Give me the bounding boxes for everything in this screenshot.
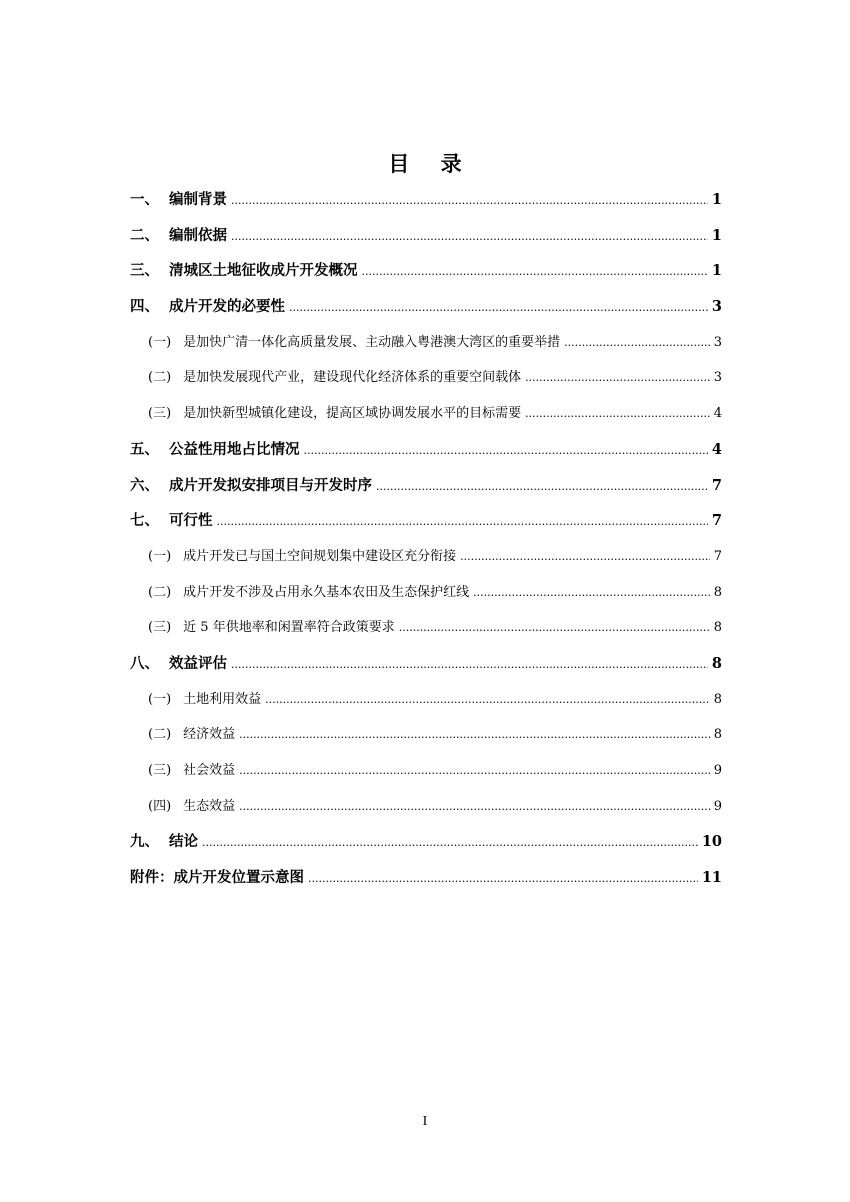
toc-dot-leader — [231, 219, 708, 255]
toc-dot-leader — [289, 290, 708, 326]
toc-entry-page: 9 — [713, 763, 722, 778]
toc-entry[interactable] — [130, 575, 722, 611]
toc-entry-page: 1 — [711, 226, 722, 244]
toc-entry-title: 公益性用地占比情况 — [169, 440, 300, 458]
toc-dot-leader — [239, 789, 710, 825]
toc-dot-leader — [362, 254, 708, 290]
toc-entry-number: (三) — [148, 406, 172, 422]
toc-entry-page: 7 — [711, 476, 722, 494]
toc-dot-leader — [460, 539, 710, 575]
toc-entry-number: (三) — [148, 620, 172, 636]
toc-entry[interactable] — [130, 646, 722, 682]
toc-entry-page: 9 — [713, 798, 722, 814]
toc-dot-leader — [231, 183, 708, 219]
toc-entry-page: 8 — [713, 584, 722, 600]
toc-entry-number: 九、 — [130, 833, 159, 851]
toc-entry-title: 结论 — [169, 833, 198, 851]
table-of-contents — [130, 182, 722, 896]
toc-entry-title: 生态效益 — [183, 798, 236, 814]
toc-entry-number: (一) — [148, 548, 172, 564]
toc-entry[interactable] — [130, 360, 722, 396]
toc-entry-page: 8 — [713, 620, 722, 636]
toc-dot-leader — [239, 753, 710, 789]
toc-entry-page: 3 — [713, 370, 722, 386]
toc-entry-title: 社会效益 — [183, 763, 236, 778]
toc-entry-page: 10 — [701, 833, 722, 851]
toc-entry-number: (一) — [148, 334, 172, 350]
toc-entry-title: 可行性 — [169, 512, 213, 530]
toc-entry-page: 8 — [711, 654, 722, 672]
toc-entry-number: (二) — [148, 370, 172, 386]
toc-entry-number: 五、 — [130, 440, 159, 458]
toc-dot-leader — [525, 360, 710, 396]
toc-entry-number: (二) — [148, 584, 172, 600]
toc-entry-number: (二) — [148, 727, 172, 743]
toc-entry[interactable] — [130, 182, 722, 218]
toc-entry-page: 7 — [711, 512, 722, 530]
toc-entry-title: 近 5 年供地率和闲置率符合政策要求 — [183, 620, 395, 636]
toc-entry[interactable] — [130, 789, 722, 825]
toc-entry-title: 土地利用效益 — [183, 691, 262, 707]
toc-entry[interactable] — [130, 860, 722, 896]
toc-entry-title: 成片开发拟安排项目与开发时序 — [169, 476, 372, 494]
toc-entry[interactable] — [130, 468, 722, 504]
toc-entry-page: 1 — [711, 191, 722, 208]
toc-entry-number: 七、 — [130, 512, 159, 530]
toc-entry-title: 效益评估 — [169, 654, 227, 672]
toc-entry-page: 7 — [713, 548, 722, 564]
toc-entry[interactable] — [130, 432, 722, 468]
toc-entry[interactable] — [130, 539, 722, 575]
toc-entry-title: 附件：成片开发位置示意图 — [130, 869, 304, 887]
toc-dot-leader — [304, 433, 708, 469]
toc-entry[interactable] — [130, 218, 722, 254]
toc-entry-page: 8 — [713, 727, 722, 743]
toc-entry[interactable] — [130, 682, 722, 718]
toc-entry-number: 六、 — [130, 476, 159, 494]
toc-entry-title: 成片开发已与国土空间规划集中建设区充分衔接 — [183, 548, 457, 564]
toc-entry-title: 成片开发不涉及占用永久基本农田及生态保护红线 — [183, 584, 470, 600]
toc-dot-leader — [265, 682, 710, 718]
toc-entry-number: 一、 — [130, 191, 159, 208]
toc-entry-page: 8 — [713, 691, 722, 707]
toc-entry[interactable] — [130, 753, 722, 789]
toc-entry[interactable] — [130, 717, 722, 753]
toc-entry-page: 4 — [713, 406, 722, 422]
toc-entry-page: 3 — [713, 334, 722, 350]
toc-dot-leader — [473, 575, 710, 611]
toc-title: 目 录 — [388, 151, 474, 176]
toc-entry-number: (一) — [148, 691, 172, 707]
toc-entry-number: 八、 — [130, 654, 159, 672]
toc-entry-number: 二、 — [130, 226, 159, 244]
toc-entry-page: 4 — [711, 440, 722, 458]
toc-dot-leader — [399, 610, 710, 646]
toc-entry-page: 11 — [701, 869, 722, 887]
toc-entry-title: 编制依据 — [169, 226, 227, 244]
toc-entry-number: 三、 — [130, 262, 159, 280]
page-number: I — [422, 1114, 428, 1129]
toc-entry-title: 编制背景 — [169, 191, 227, 208]
toc-entry-title: 经济效益 — [183, 727, 236, 743]
toc-entry-page: 1 — [711, 262, 722, 280]
toc-entry-page: 3 — [711, 298, 722, 316]
toc-entry[interactable] — [130, 253, 722, 289]
toc-entry-number: (三) — [148, 763, 172, 778]
toc-entry[interactable] — [130, 289, 722, 325]
toc-entry-title: 是加快发展现代产业，建设现代化经济体系的重要空间载体 — [183, 370, 522, 386]
toc-entry[interactable] — [130, 610, 722, 646]
toc-dot-leader — [308, 861, 698, 897]
toc-entry-number: (四) — [148, 798, 172, 814]
toc-dot-leader — [239, 717, 710, 753]
toc-entry-number: 四、 — [130, 298, 159, 316]
toc-entry[interactable] — [130, 824, 722, 860]
toc-dot-leader — [525, 396, 710, 432]
toc-entry[interactable] — [130, 503, 722, 539]
toc-entry-title: 是加快新型城镇化建设，提高区域协调发展水平的目标需要 — [183, 406, 522, 422]
toc-dot-leader — [564, 325, 710, 361]
toc-entry-title: 是加快广清一体化高质量发展、主动融入粤港澳大湾区的重要举措 — [183, 334, 561, 350]
toc-dot-leader — [376, 469, 708, 505]
toc-dot-leader — [231, 647, 708, 683]
toc-entry-title: 成片开发的必要性 — [169, 298, 285, 316]
toc-entry[interactable] — [130, 325, 722, 361]
toc-entry[interactable] — [130, 396, 722, 432]
toc-dot-leader — [202, 825, 698, 861]
toc-dot-leader — [217, 504, 708, 540]
toc-entry-title: 清城区土地征收成片开发概况 — [169, 262, 358, 280]
